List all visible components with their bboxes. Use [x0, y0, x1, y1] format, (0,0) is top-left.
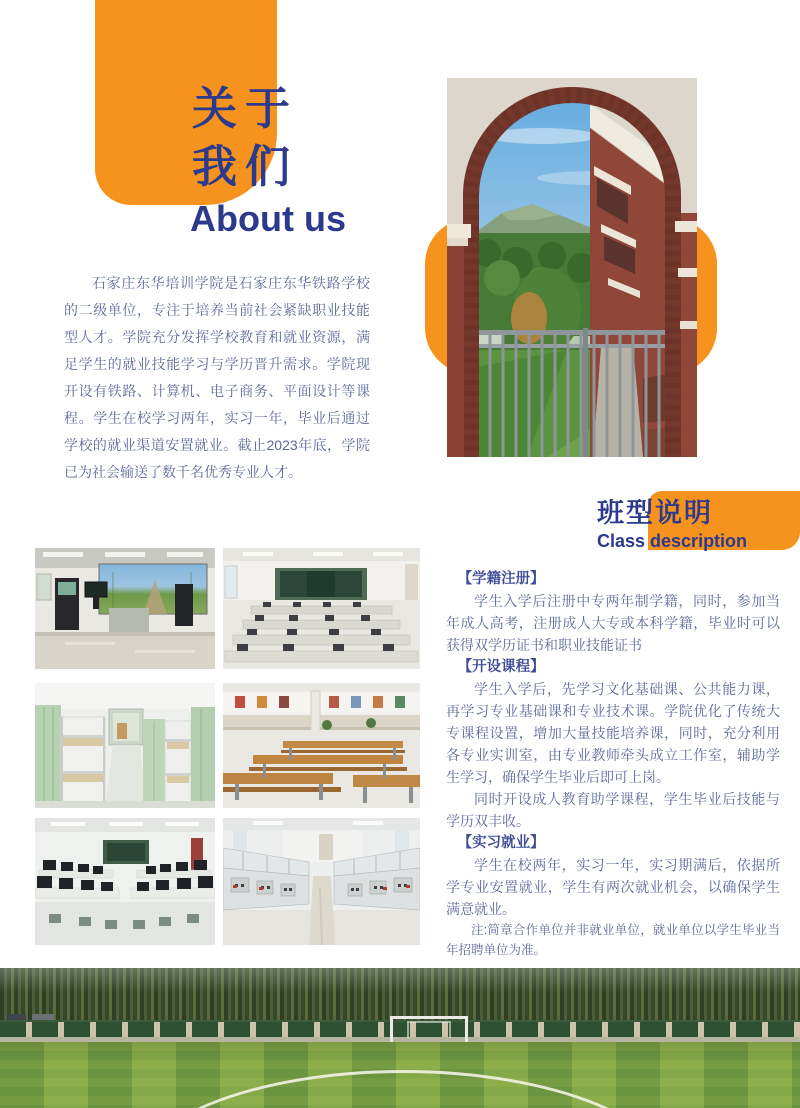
about-title-zh [192, 80, 298, 196]
about-title-zh-line1: 关于 [192, 83, 299, 134]
photo-dormitory [35, 683, 215, 808]
campus-arch-photo [447, 78, 697, 457]
class-desc-title-en: Class description [597, 531, 748, 551]
section-note: 注:简章合作单位并非就业单位，就业单位以学生毕业当年招聘单位为准。 [446, 923, 780, 957]
class-desc-body [446, 568, 780, 960]
about-paragraph: 石家庄东华培训学院是石家庄东华铁路学校的二级单位，专注于培养当前社会紧缺职业技能型人才。学院充分发挥学校教育和就业资源，满足学生的就业技能学习与学历晋升需求。学院现开设有铁路、计算机、电子商务、平面设计等课程。学生在校学习两年，实习一年，毕业后通过学校的就业渠道安置就业。截止2023年底，学院已为社会输送了数千名优秀专业人才。 [64, 275, 370, 480]
section-paragraph: 同时开设成人教育助学课程，学生毕业后技能与学历双丰收。 [446, 791, 780, 829]
class-desc-title-zh: 班型说明 [597, 498, 713, 528]
football-goal [390, 1016, 468, 1042]
about-title-zh-line2: 我们 [192, 141, 299, 192]
section-paragraph: 学生入学后注册中专两年制学籍，同时，参加当年成人高考，注册成人大专或本科学籍，毕业时可以获得双学历证书和职业技能证书 [446, 593, 780, 653]
football-field-photo [0, 968, 800, 1108]
photo-canteen [223, 683, 420, 808]
classroom-illustration [223, 548, 420, 669]
section-heading-registration: 【学籍注册】 [457, 571, 545, 587]
about-title-en: About us [190, 198, 346, 239]
dormitory-illustration [35, 683, 215, 808]
canteen-illustration [223, 683, 420, 808]
train-simulator-illustration [35, 548, 215, 669]
section-paragraph: 学生入学后，先学习文化基础课、公共能力课，再学习专业基础课和专业技术课。学院优化了传统大专课程设置，增加大量技能培养课，同时，充分利用各专业实训室，由专业教师牵头成立工作室，辅助学生学习，确保学生毕业后即可上岗。 [446, 681, 780, 785]
computer-lab-illustration [35, 818, 215, 945]
photo-train-simulator-room [35, 548, 215, 669]
photo-classroom [223, 548, 420, 669]
section-heading-courses: 【开设课程】 [457, 659, 545, 675]
tree-line [0, 968, 800, 1022]
section-heading-internship: 【实习就业】 [457, 835, 545, 851]
section-paragraph: 学生在校两年，实习一年，实习期满后，依据所学专业安置就业，学生有两次就业机会，以确保学生满意就业。 [446, 857, 780, 917]
campus-arch-illustration [447, 78, 697, 457]
training-workshop-illustration [223, 818, 420, 945]
photo-computer-lab [35, 818, 215, 945]
photo-training-workshop [223, 818, 420, 945]
